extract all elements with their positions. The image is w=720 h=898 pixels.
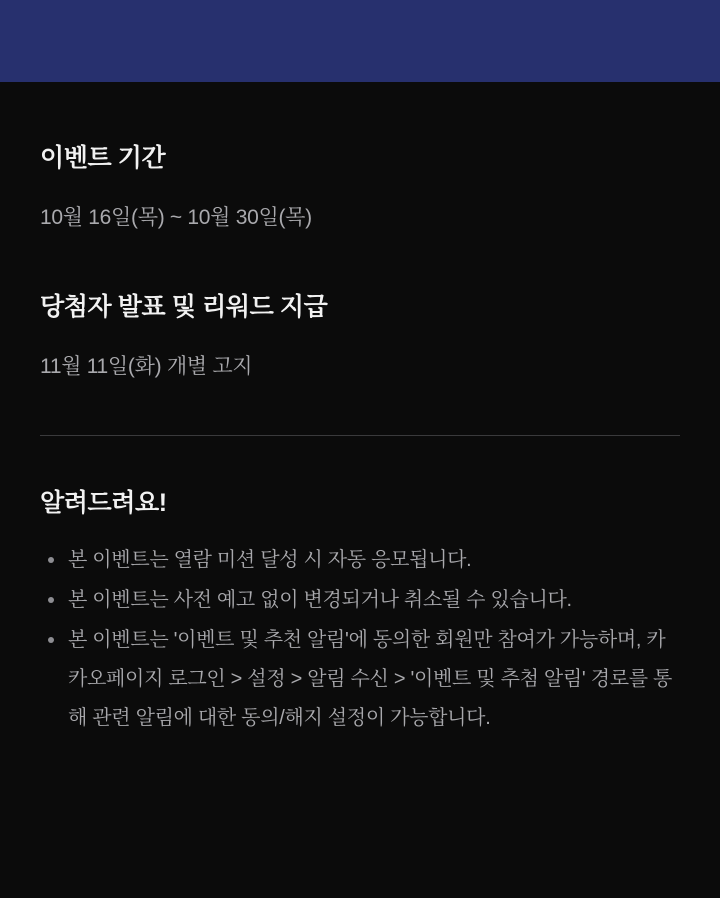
event-period-section bbox=[40, 138, 680, 231]
winner-announcement-value: 11월 11일(화) 개별 고지 bbox=[40, 355, 253, 378]
bullet-icon bbox=[48, 597, 54, 603]
content-area bbox=[0, 138, 720, 738]
winner-announcement-section bbox=[40, 287, 680, 380]
winner-announcement-title: 당첨자 발표 및 리워드 지급 bbox=[40, 293, 328, 321]
list-item bbox=[40, 541, 680, 580]
event-period-title: 이벤트 기간 bbox=[40, 144, 166, 172]
notice-item-text: 본 이벤트는 사전 예고 없이 변경되거나 취소될 수 있습니다. bbox=[68, 589, 572, 611]
notice-item-text: 본 이벤트는 '이벤트 및 추천 알림'에 동의한 회원만 참여가 가능하며, 카카오페이지 로그인 > 설정 > 알림 수신 > '이벤트 및 추첨 알림' 경로를 통해 관련 알림에 대한 동의/해지 설정이 가능합니다. bbox=[68, 629, 673, 729]
notice-title: 알려드려요! bbox=[40, 489, 167, 517]
event-period-value: 10월 16일(목) ~ 10월 30일(목) bbox=[40, 206, 312, 229]
section-divider bbox=[40, 435, 680, 436]
top-banner bbox=[0, 0, 720, 82]
notice-list bbox=[40, 541, 680, 738]
bullet-icon bbox=[48, 557, 54, 563]
notice-item-text: 본 이벤트는 열람 미션 달성 시 자동 응모됩니다. bbox=[68, 549, 472, 571]
bullet-icon bbox=[48, 637, 54, 643]
list-item bbox=[40, 581, 680, 620]
list-item bbox=[40, 621, 680, 738]
notice-section bbox=[40, 483, 680, 738]
